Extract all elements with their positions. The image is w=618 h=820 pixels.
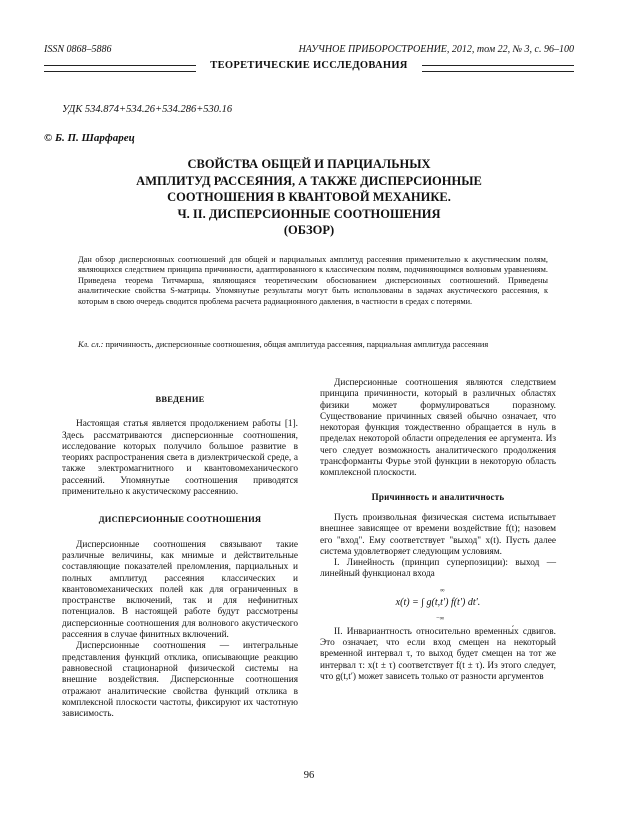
dispersion-paragraph-2: Дисперсионные соотношения — интегральные представления функций отклика, описывающие реакцию равновесной стационарной физической системы на внешние воздействия. Дисперсионные соотношения отражают аналитические свойства функций отклика в комплексной плоскости частоты, фиксируют их частотную зависимость. — [62, 641, 298, 720]
intro-paragraph: Настоящая статья является продолжением работы [1]. Здесь рассматриваются дисперсионные соотношения, исследование которых получило большое развитие в теориях распространения света в диэлектрической среде, а также электромагнитного и квантовомеханического рассеяний. Упомянутые соотношения приводятся применительно к акустическому рассеянию. — [62, 419, 298, 498]
integral-lower-limit: −∞ — [436, 614, 445, 622]
causality-intro-paragraph: Дисперсионные соотношения являются следствием принципа причинности, который в различных областях физики может формулироваться поразному. Существование причинных связей обычно означает, что некоторая функция тождественно обращается в нуль в пределах некоторой области определения ее аргумента. Из чего следует возможность аналитического продолжения трансформанты Фурье этой функции в некоторую область комплексной плоскости. — [320, 378, 556, 479]
article-title — [60, 156, 558, 239]
author: © Б. П. Шарфарец — [44, 132, 135, 144]
title-line: АМПЛИТУД РАССЕЯНИЯ, А ТАКЖЕ ДИСПЕРСИОННЫЕ — [136, 173, 482, 188]
issn-header: ISSN 0868–5886 — [44, 44, 112, 55]
title-line: СВОЙСТВА ОБЩЕЙ И ПАРЦИАЛЬНЫХ — [187, 157, 431, 171]
keywords-label: Кл. сл.: — [78, 340, 104, 349]
abstract: Дан обзор дисперсионных соотношений для общей и парциальных амплитуд рассеяния применительно к акустическим полям, являющихся следствием принципа причинности, адаптированного к классическим полям, подчиняющимся волновым уравнениям. Приведена теорема Титчмарша, являющаяся теоретическим обоснованием дисперсионных соотношений. Приведены аналитические свойства S-матрицы. Упомянутые результаты могут быть использованы в задачах акустического рассеяния, к которым в свою очередь сводится проблема расчета радиационного давления, в частности в средах с потерями. — [78, 255, 548, 306]
integral-upper-limit: ∞ — [440, 586, 445, 594]
invariance-item: II. Инвариантность относительно временны́х сдвигов. Это означает, что если вход смещен на некоторый временной интервал τ, то выход будет смещен на тот же интервал τ: x(t ± τ) соответствует f(t ± τ). Из этого следует, что g(t,t′) может зависеть только от разности аргументов — [320, 626, 556, 682]
linearity-item: I. Линейность (принцип суперпозиции): выход — линейный функционал входа — [320, 558, 556, 580]
convolution-formula — [320, 587, 556, 621]
right-column — [320, 378, 556, 683]
heading-causality: Причинность и аналитичность — [371, 491, 505, 502]
keywords-text: причинность, дисперсионные соотношения, общая амплитуда рассеяния, парциальная амплитуда рассеяния — [105, 340, 489, 349]
title-line: СООТНОШЕНИЯ В КВАНТОВОЙ МЕХАНИКЕ. — [167, 190, 451, 204]
keywords — [78, 340, 548, 350]
title-line: Ч. II. ДИСПЕРСИОННЫЕ СООТНОШЕНИЯ — [177, 206, 441, 221]
dispersion-paragraph-1: Дисперсионные соотношения связывают такие различные величины, как мнимые и действительные составляющие показателей преломления, парциальных и полных амплитуд рассеяния классических и квантовомеханических полей как для ограниченных в пространстве включений, так и для нефинитных потенциалов. В настоящей работе будут рассмотрены дисперсионные соотношения для волнового акустического рассеяния в случае финитных включений. — [62, 539, 298, 641]
heading-dispersion: ДИСПЕРСИОННЫЕ СООТНОШЕНИЯ — [98, 514, 262, 525]
formula-text: x(t) = ∫ g(t,t′) f(t′) dt′. — [395, 596, 481, 608]
journal-header: НАУЧНОЕ ПРИБОРОСТРОЕНИЕ, 2012, том 22, № 3, с. 96–100 — [298, 44, 574, 55]
section-banner-label: ТЕОРЕТИЧЕСКИЕ ИССЛЕДОВАНИЯ — [210, 60, 408, 71]
title-line: (ОБЗОР) — [283, 223, 335, 237]
heading-introduction: ВВЕДЕНИЕ — [155, 394, 205, 404]
banner-rule-right — [422, 65, 574, 72]
system-paragraph: Пусть произвольная физическая система испытывает внешнее зависящее от времени воздействие f(t); назовем его "вход". Ему соответствует "выход" x(t). Пусть далее система удовлетворяет следующим условиям. — [320, 512, 556, 557]
page-number: 96 — [303, 770, 315, 781]
left-column — [62, 378, 298, 720]
section-banner — [44, 60, 574, 76]
udc-code: УДК 534.874+534.26+534.286+530.16 — [62, 104, 233, 115]
